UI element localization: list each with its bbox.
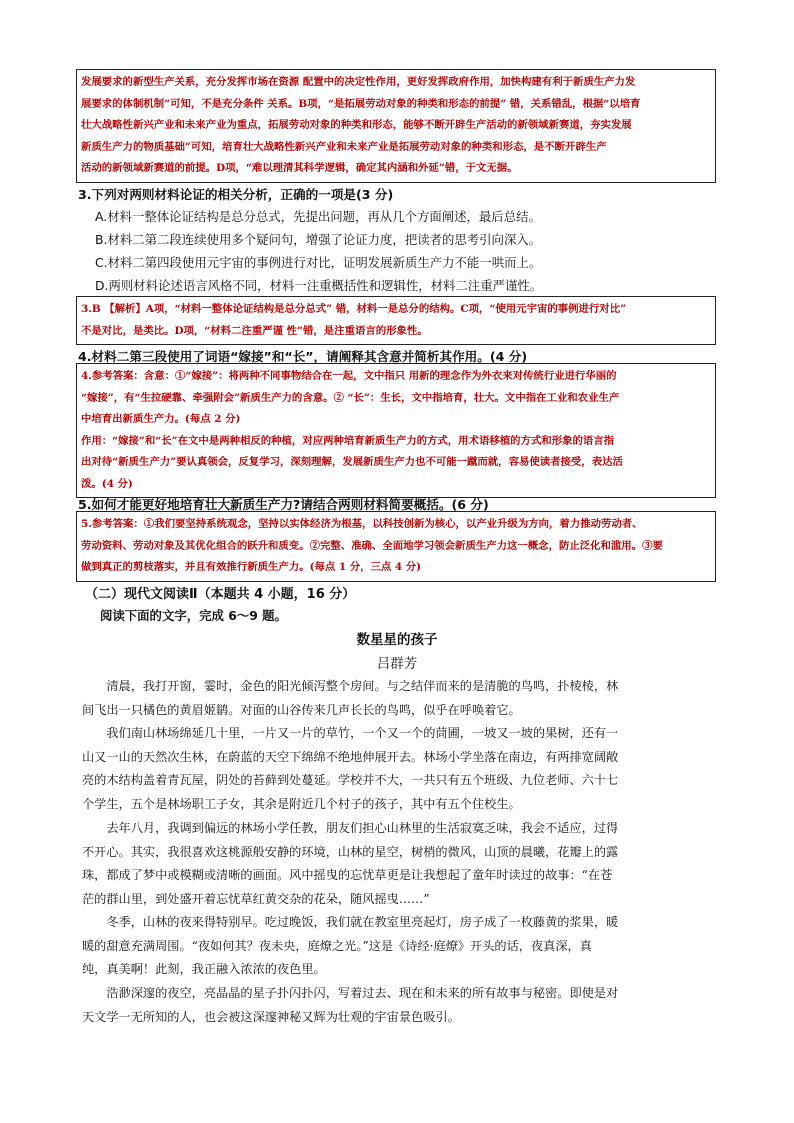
passage-paragraph-2 <box>82 722 712 816</box>
answer-line: 发展要求的新型生产关系，充分发挥市场在资源 配置中的决定性作用，更好发挥政府作用，加快构建有利于新质生产力发 <box>81 76 636 88</box>
passage-line: 亮的木结构盖着青瓦屋，阴处的苔藓到处蔓延。学校并不大，一共只有五个班级、九位老师、六十七 <box>82 773 619 788</box>
passage-line: 纯，真美啊！此刻，我正融入浓浓的夜色里。 <box>82 962 326 977</box>
answer-line: 活动的新领域新赛道的前提。D项，“难以理清其科学逻辑，确定其内涵和外延”错，于文无据。 <box>81 162 518 174</box>
passage-line: 个学生，五个是林场职工子女，其余是附近几个村子的孩子，其中有五个住校生。 <box>82 796 521 811</box>
passage-line: 茫的群山里，到处盛开着忘忧草红黄交杂的花朵，随风摇曳……” <box>82 891 430 906</box>
passage-line: 不开心。其实，我很喜欢这桃源般安静的环境，山林的星空，树梢的微风，山顶的晨曦，花瓣上的露 <box>82 844 619 859</box>
answer-line: 3.B 【解析】A项，“材料一整体论证结构是总分总式” 错，材料一是总分的结构。C项，“使用元宇宙的事例进行对比” <box>81 303 627 315</box>
answer-line: 中培育出新质生产力。(每点 2 分) <box>81 413 241 425</box>
answer-line: 泼。(4 分) <box>81 477 133 490</box>
answer-line: 劳动资料、劳动对象及其优化组合的跃升和质变。②完整、准确、全面地学习领会新质生产力这一概念，防止泛化和滥用。③要 <box>81 539 663 552</box>
section-heading: （二）现代文阅读Ⅱ（本题共 4 小题，16 分） <box>85 587 356 602</box>
passage-line: 天文学一无所知的人，也会被这深邃神秘又辉为壮观的宇宙景色吸引。 <box>82 1009 460 1024</box>
passage-line: 浩渺深邃的夜空，亮晶晶的星子扑闪扑闪，写着过去、现在和未来的所有故事与秘密。即使是对 <box>82 986 619 1000</box>
passage-line: 清晨，我打开窗，霎时，金色的阳光倾泻整个房间。与之结伴而来的是清脆的鸟鸣，扑棱棱，林 <box>82 679 619 693</box>
answer-line: 展要求的体制机制”可知，不是充分条件 关系。B项，“是拓展劳动对象的种类和形态的前提” 错，关系错乱，根据“以培育 <box>81 97 641 110</box>
question-3-option-a: A.材料一整体论证结构是总分总式，先提出问题，再从几个方面阐述，最后总结。 <box>95 209 541 224</box>
passage-paragraph-5 <box>82 982 712 1029</box>
answer-line: 新质生产力的物质基础”可知，培育壮大战略性新兴产业和未来产业是拓展劳动对象的种类和形态，是不断开辟生产 <box>81 140 607 153</box>
passage-line: 珠，都成了梦中或模糊或清晰的画面。风中摇曳的忘忧草更是让我想起了童年时读过的故事：“在苍 <box>82 868 613 883</box>
answer-line: 不是对比，是类比。D项，“材料二注重严谨 性”错，是注重语言的形象性。 <box>81 324 428 337</box>
passage-line: 冬季，山林的夜来得特别早。吃过晚饭，我们就在教室里亮起灯，房子成了一枚藤黄的浆果，暖 <box>82 915 619 929</box>
passage-line: 间飞出一只橘色的黄眉姬鹟。对面的山谷传来几声长长的鸟鸣，似乎在呼唤着它。 <box>82 702 521 717</box>
passage-author: 吕群芳 <box>376 656 418 672</box>
passage-line: 去年八月，我调到偏远的林场小学任教，朋友们担心山林里的生活寂寞乏味，我会不适应，过得 <box>82 821 619 835</box>
answer-box-4 <box>76 363 716 498</box>
passage-title: 数星星的孩子 <box>356 632 438 648</box>
passage-line: 我们南山林场绵延几十里，一片又一片的草竹，一个又一个的茼圃，一坡又一坡的果树，还有一 <box>82 726 619 740</box>
answer-line: 作用：“嫁接”和“长”在文中是两种相反的种植，对应两种培育新质生产力的方式，用术语移植的方式和形象的语言指 <box>81 434 615 447</box>
question-3-stem: 3.下列对两则材料论证的相关分析，正确的一项是(3 分) <box>78 187 394 202</box>
answer-line: 壮大战略性新兴产业和未来产业为重点，拓展劳动对象的种类和形态，能够不断开辟生产活动的新领域新赛道，夯实发展 <box>81 119 632 131</box>
passage-line: 暖的甜意充满周围。“夜如何其？夜未央，庭燎之光。”这是《诗经·庭燎》开头的话，夜真深，真 <box>82 938 592 953</box>
answer-box-3 <box>76 296 716 345</box>
passage-paragraph-4 <box>82 911 712 982</box>
answer-line: 做到真正的剪枝落实，并且有效推行新质生产力。(每点 1 分，三点 4 分) <box>81 561 422 573</box>
answer-box-2 <box>76 69 716 183</box>
answer-box-5 <box>76 511 716 582</box>
question-4-stem: 4.材料二第三段使用了词语“嫁接”和“长”，请阐释其含意并简析其作用。(4 分) <box>78 349 528 364</box>
question-5-stem: 5.如何才能更好地培育壮大新质生产力?请结合两则材料简要概括。(6 分) <box>78 497 489 512</box>
question-3-option-b: B.材料二第二段连续使用多个疑问句，增强了论证力度，把读者的思考引向深入。 <box>95 232 542 247</box>
answer-line: 4.参考答案：含意：①“嫁接”：将两种不同事物结合在一起，文中指只 用新的理念作为外衣来对传统行业进行华丽的 <box>81 370 617 382</box>
section-instruction: 阅读下面的文字，完成 6～9 题。 <box>100 608 287 623</box>
question-3-option-c: C.材料二第四段使用元宇宙的事例进行对比，证明发展新质生产力不能一哄而上。 <box>95 255 542 270</box>
answer-line: “嫁接”，有“生拉硬靠、牵强附会”新质生产力的含意。② “长”：生长，文中指培育，壮大。文中指在工业和农业生产 <box>81 391 620 404</box>
passage-paragraph-3 <box>82 817 712 911</box>
answer-line: 出对待“新质生产力”要认真领会，反复学习，深刻理解，发展新质生产力也不可能一蹴而就，容易使读者接受，表达活 <box>81 456 623 468</box>
answer-line: 5.参考答案：①我们要坚持系统观念，坚持以实体经济为根基，以科技创新为核心，以产业升级为方向，着力推动劳动者、 <box>81 518 643 530</box>
passage-paragraph-1 <box>82 675 712 722</box>
question-3-option-d: D.两则材料论述语言风格不同，材料一注重概括性和逻辑性，材料二注重严谨性。 <box>95 278 543 293</box>
passage-line: 山又一山的天然次生林，在蔚蓝的天空下绵绵不绝地伸展开去。林场小学坐落在南边，有两排宽阔敞 <box>82 749 619 764</box>
